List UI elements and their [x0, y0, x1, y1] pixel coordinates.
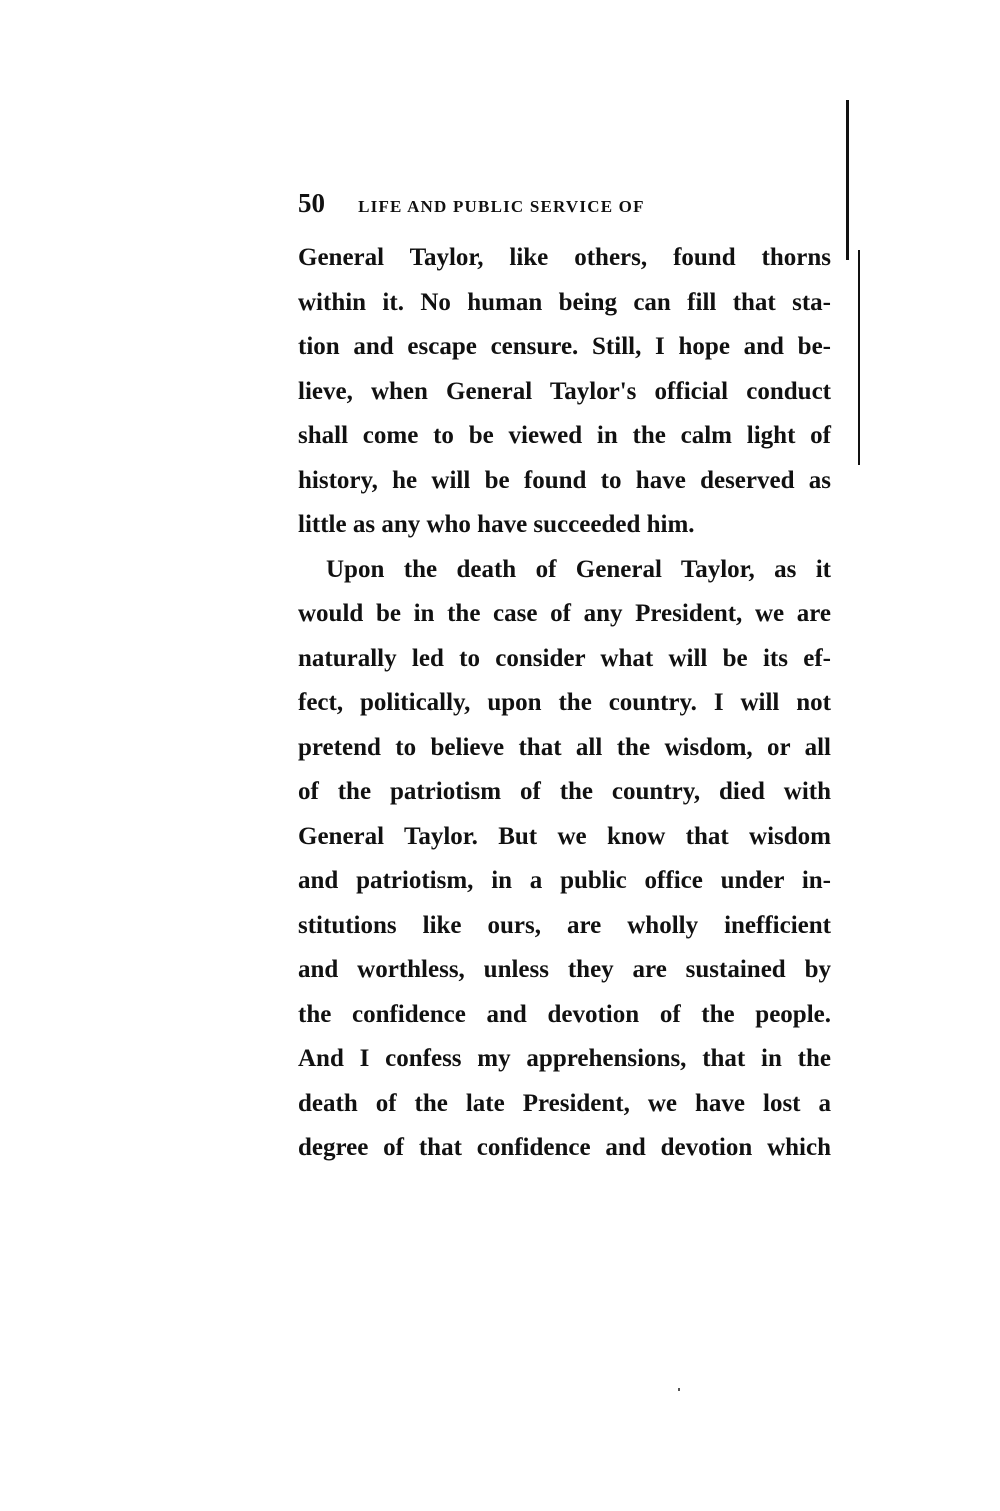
text-line: General Taylor, like others, found thorns [298, 244, 831, 271]
text-line: of the patriotism of the country, died with [298, 778, 831, 805]
text-line: naturally led to consider what will be its ef- [298, 644, 831, 672]
body-text [298, 236, 831, 1171]
margin-scan-line [846, 100, 849, 260]
text-line: little as any who have succeeded him. [298, 511, 695, 538]
paragraph [298, 548, 831, 1171]
text-line: lieve, when General Taylor's official conduct [298, 377, 831, 405]
page-number: 50 [298, 188, 325, 218]
text-line: and worthless, unless they are sustained by [298, 956, 831, 983]
text-line: within it. No human being can fill that sta- [298, 288, 831, 316]
text-line: General Taylor. But we know that wisdom [298, 822, 831, 850]
text-line: the confidence and devotion of the people. [298, 1000, 831, 1028]
text-line: Upon the death of General Taylor, as it [326, 555, 831, 583]
text-line: degree of that confidence and devotion which [298, 1134, 831, 1161]
text-line: fect, politically, upon the country. I will not [298, 689, 831, 716]
running-head: LIFE AND PUBLIC SERVICE OF [358, 197, 645, 216]
page-header [298, 188, 838, 224]
text-line: tion and escape censure. Still, I hope and be- [298, 333, 831, 360]
paragraph [298, 236, 831, 548]
text-line: and patriotism, in a public office under in- [298, 867, 831, 894]
scan-speck [678, 1388, 680, 1391]
text-line: pretend to believe that all the wisdom, or all [298, 733, 831, 761]
text-line: history, he will be found to have deserved as [298, 466, 831, 494]
text-line: shall come to be viewed in the calm light of [298, 422, 831, 449]
text-line: stitutions like ours, are wholly inefficient [298, 911, 831, 939]
margin-scan-line-lower [858, 250, 860, 465]
text-line: And I confess my apprehensions, that in the [298, 1045, 831, 1072]
text-line: would be in the case of any President, we are [298, 600, 831, 627]
text-line: death of the late President, we have lost a [298, 1089, 831, 1117]
